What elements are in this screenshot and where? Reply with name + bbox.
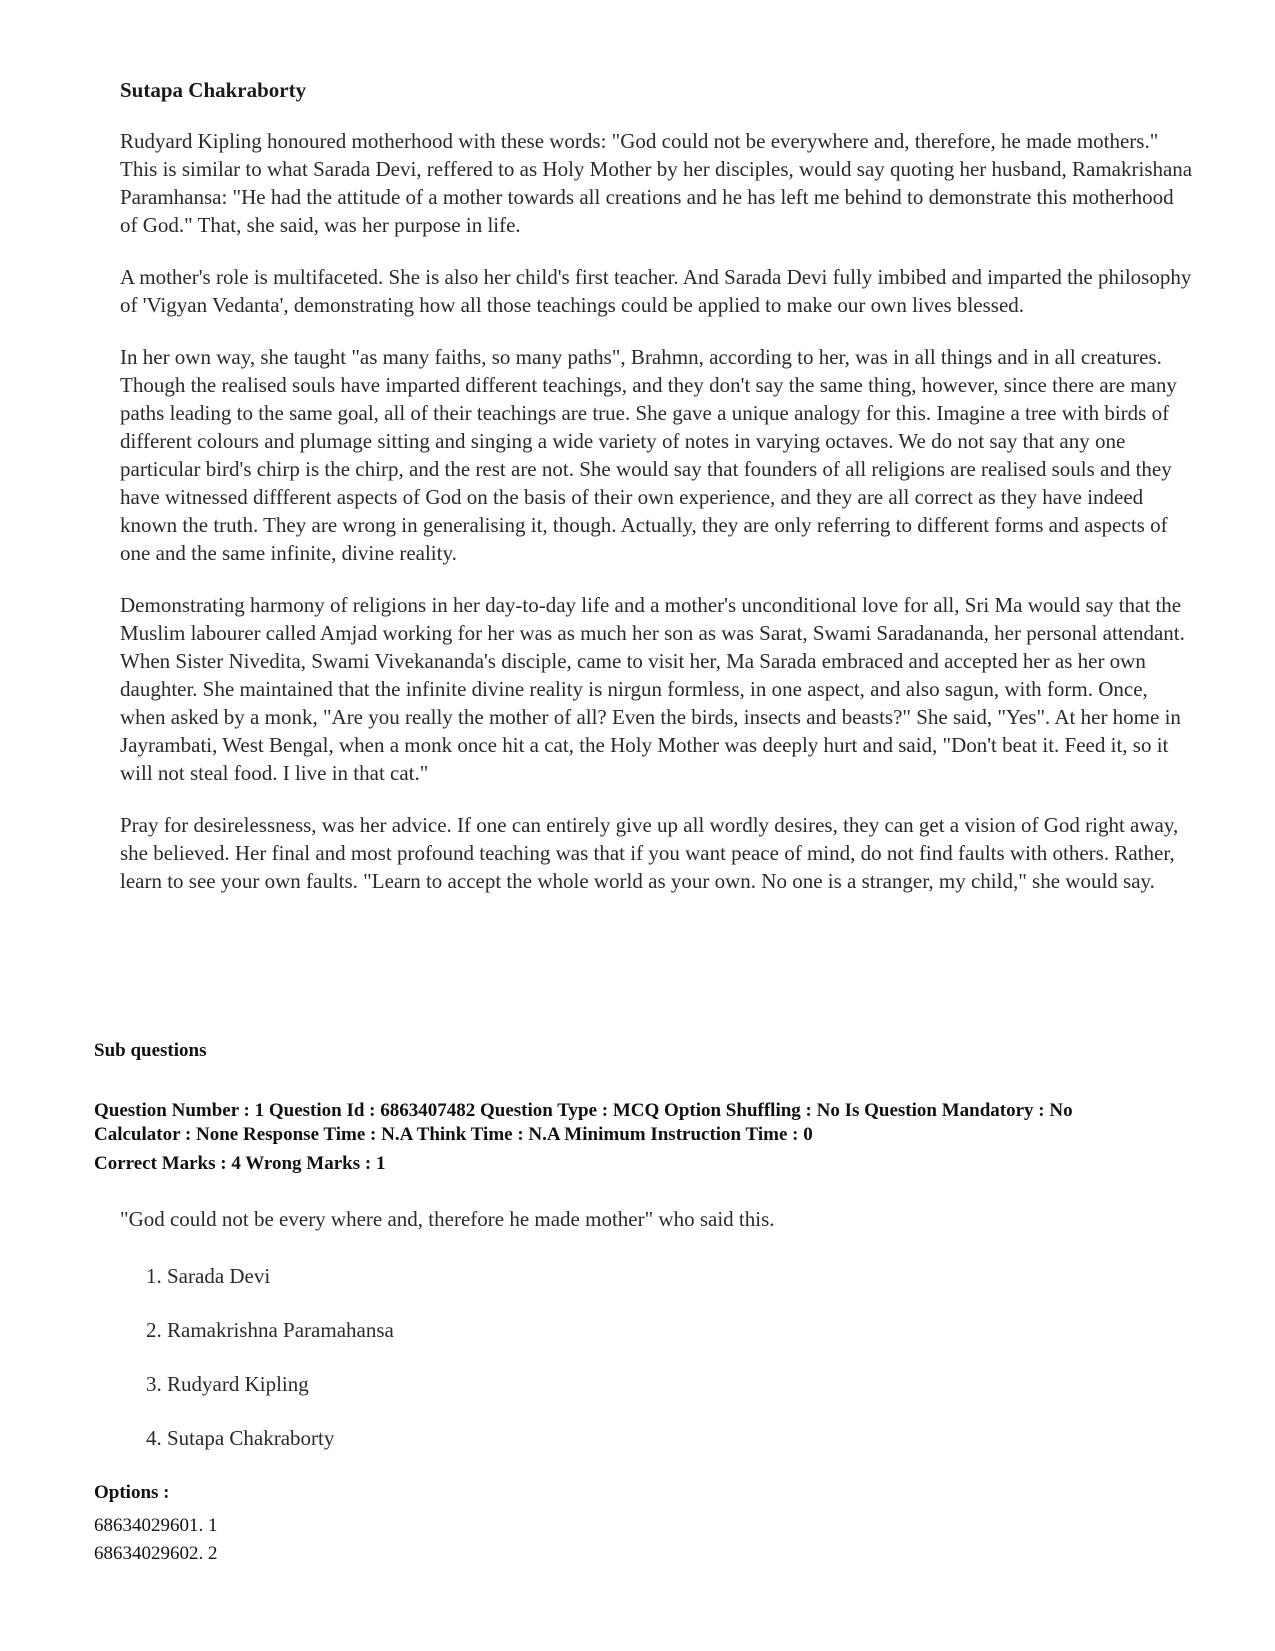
passage-paragraph: Rudyard Kipling honoured motherhood with these words: "God could not be everywhere and, therefore, he made mothers." This is similar to what Sarada Devi, reffered to as Holy Mother by her disciples, would say quoting her husband, Ramakrishana Paramhansa: "He had the attitude of a mother towards all creations and he has left me behind to demonstrate this motherhood of God." That, she said, was her purpose in life. [120,129,1193,237]
passage-paragraph: A mother's role is multifaceted. She is also her child's first teacher. And Sarada Devi fully imbibed and imparted the philosophy of 'Vigyan Vedanta', demonstrating how all those teachings could be applied to make our own lives blessed. [120,265,1192,317]
question-meta-line: Question Number : 1 Question Id : 6863407482 Question Type : MCQ Option Shuffling : No Is Question Mandatory : No [94,1100,1073,1121]
option-id: 68634029601. 1 [94,1515,218,1536]
passage [120,78,1195,919]
answer-choice: 2. Ramakrishna Paramahansa [146,1318,394,1342]
answer-choice: 1. Sarada Devi [146,1264,271,1288]
passage-paragraph: Pray for desirelessness, was her advice. If one can entirely give up all wordly desires, they can get a vision of God right away, she believed. Her final and most profound teaching was that if you want peace of mind, do not find faults with others. Rather, learn to see your own faults. "Learn to accept the whole world as your own. No one is a stranger, my child," she would say. [120,813,1179,893]
option-id: 68634029602. 2 [94,1543,218,1564]
answer-choice: 3. Rudyard Kipling [146,1372,309,1396]
question-meta-line: Calculator : None Response Time : N.A Think Time : N.A Minimum Instruction Time : 0 [94,1124,813,1145]
option-id-list [94,1512,218,1568]
question-metadata [94,1099,1244,1176]
passage-paragraph: Demonstrating harmony of religions in her day-to-day life and a mother's unconditional love for all, Sri Ma would say that the Muslim labourer called Amjad working for her was as much her son as was Sarat, Swami Saradananda, her personal attendant. When Sister Nivedita, Swami Vivekananda's disciple, came to visit her, Ma Sarada embraced and accepted her as her own daughter. She maintained that the infinite divine reality is nirgun formless, in one aspect, and also sagun, with form. Once, when asked by a monk, "Are you really the mother of all? Even the birds, insects and beasts?" She said, "Yes". At her home in Jayrambati, West Bengal, when a monk once hit a cat, the Holy Mother was deeply hurt and said, "Don't beat it. Feed it, so it will not steal food. I live in that cat." [120,593,1185,785]
options-heading: Options : [94,1482,170,1503]
sub-questions-heading: Sub questions [94,1040,207,1061]
answer-choices [146,1262,394,1478]
marks-line: Correct Marks : 4 Wrong Marks : 1 [94,1153,386,1174]
author-name: Sutapa Chakraborty [120,78,307,102]
passage-paragraph: In her own way, she taught "as many faiths, so many paths", Brahmn, according to her, was in all things and in all creatures. Though the realised souls have imparted different teachings, and they don't say the same thing, however, since there are many paths leading to the same goal, all of their teachings are true. She gave a unique analogy for this. Imagine a tree with birds of different colours and plumage sitting and singing a wide variety of notes in varying octaves. We do not say that any one particular bird's chirp is the chirp, and the rest are not. She would say that founders of all religions are realised souls and they have witnessed diffferent aspects of God on the basis of their own experience, and they are all correct as they have indeed known the truth. They are wrong in generalising it, though. Actually, they are only referring to different forms and aspects of one and the same infinite, divine reality. [120,345,1177,565]
question-text: "God could not be every where and, therefore he made mother" who said this. [120,1207,775,1231]
answer-choice: 4. Sutapa Chakraborty [146,1426,335,1450]
